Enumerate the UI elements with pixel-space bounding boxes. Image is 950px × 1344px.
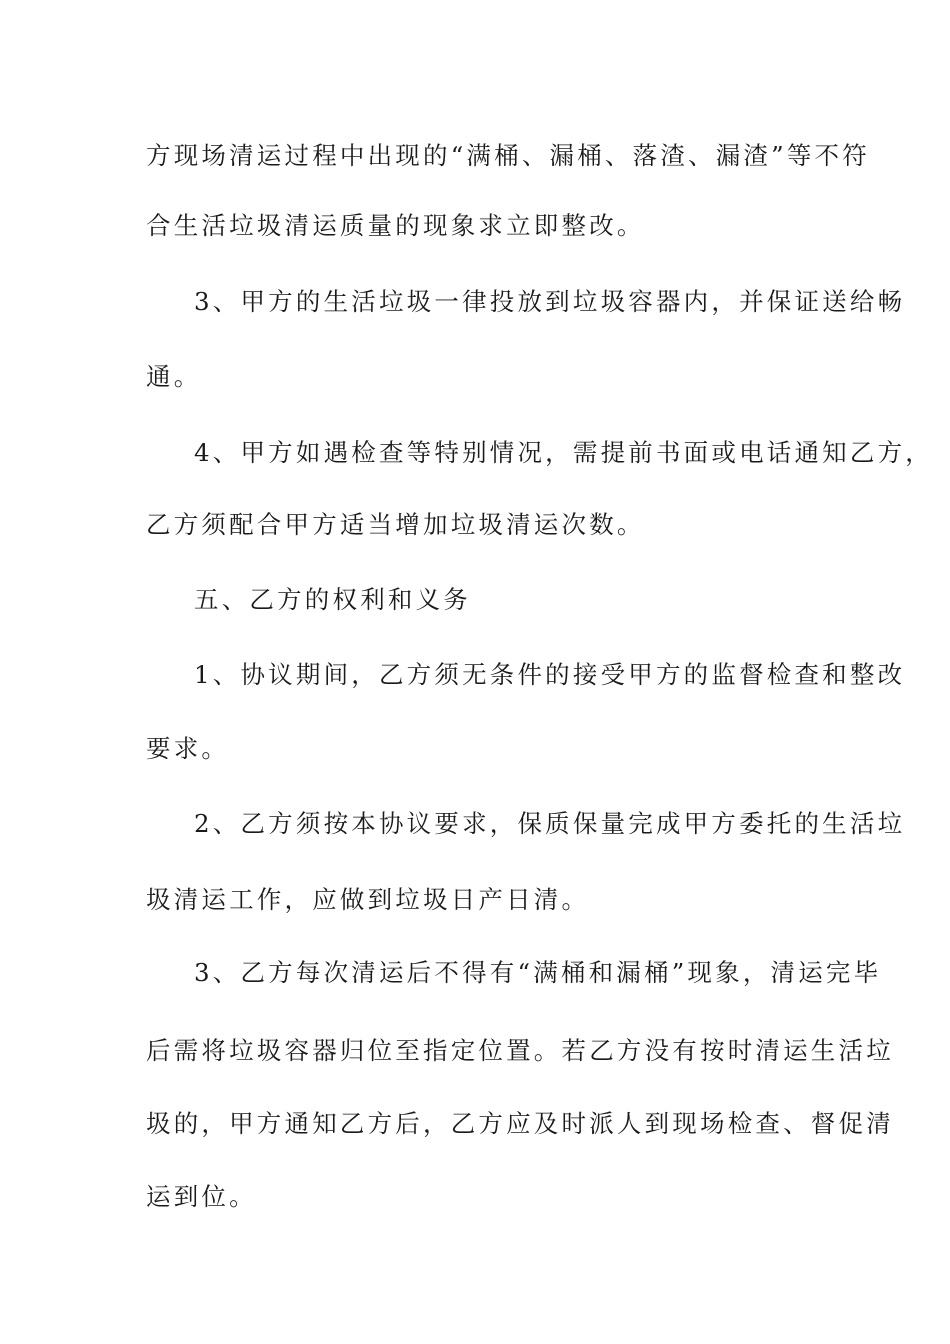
body-text-line: 4、甲方如遇检查等特别情况，需提前书面或电话通知乙方， xyxy=(194,438,933,467)
body-text-line: 方现场清运过程中出现的“满桶、漏桶、落渣、漏渣”等不符 xyxy=(146,141,870,170)
body-text-line: 圾的，甲方通知乙方后，乙方应及时派人到现场检查、督促清 xyxy=(146,1109,894,1138)
body-text-line: 通。 xyxy=(146,362,202,391)
body-text-line: 1、协议期间，乙方须无条件的接受甲方的监督检查和整改 xyxy=(194,660,906,689)
body-text-line: 3、乙方每次清运后不得有“满桶和漏桶”现象，清运完毕 xyxy=(194,958,882,987)
section-heading: 五、乙方的权利和义务 xyxy=(194,585,471,614)
body-text-line: 要求。 xyxy=(146,734,230,763)
body-text-line: 圾清运工作，应做到垃圾日产日清。 xyxy=(146,885,590,914)
body-text-line: 2、乙方须按本协议要求，保质保量完成甲方委托的生活垃 xyxy=(194,809,906,838)
body-text-line: 乙方须配合甲方适当增加垃圾清运次数。 xyxy=(146,510,645,539)
body-text-line: 运到位。 xyxy=(146,1182,257,1211)
body-text-line: 3、甲方的生活垃圾一律投放到垃圾容器内，并保证送给畅 xyxy=(194,287,906,316)
body-text-line: 后需将垃圾容器归位至指定位置。若乙方没有按时清运生活垃 xyxy=(146,1036,894,1065)
body-text-line: 合生活垃圾清运质量的现象求立即整改。 xyxy=(146,211,645,240)
